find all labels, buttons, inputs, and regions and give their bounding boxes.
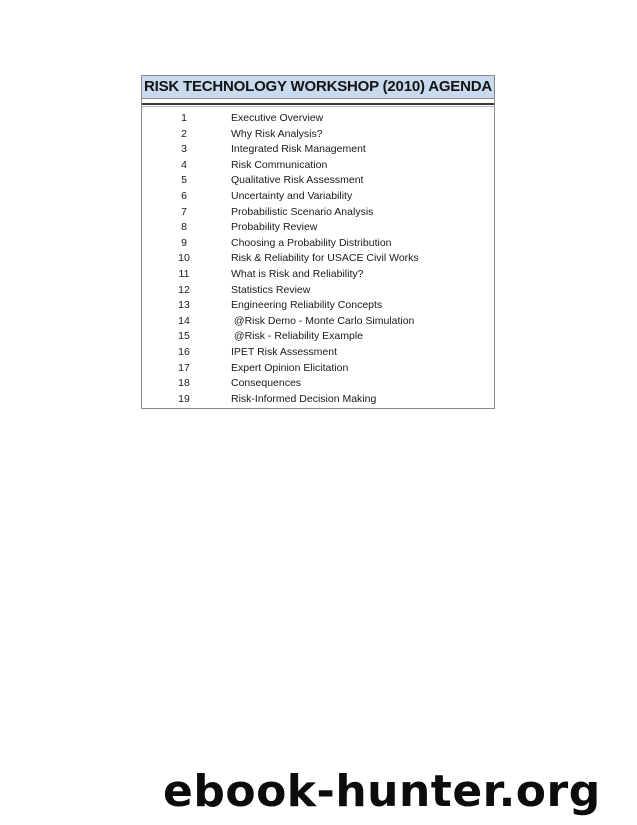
agenda-row	[142, 314, 494, 330]
item-number: 6	[181, 189, 187, 202]
item-topic: Probability Review	[231, 221, 318, 234]
item-number: 17	[178, 361, 190, 374]
item-number: 13	[178, 299, 190, 312]
header-divider	[142, 103, 494, 105]
item-number: 12	[178, 283, 190, 296]
agenda-row	[142, 173, 494, 189]
agenda-rows	[142, 107, 494, 408]
item-number: 10	[178, 252, 190, 265]
item-number: 3	[181, 143, 187, 156]
item-number: 16	[178, 345, 190, 358]
item-topic: Expert Opinion Elicitation	[231, 361, 349, 374]
item-topic: Risk & Reliability for USACE Civil Works	[231, 252, 419, 265]
item-number: 8	[181, 221, 187, 234]
item-number: 4	[181, 158, 187, 171]
item-topic: @Risk Demo - Monte Carlo Simulation	[231, 314, 415, 327]
item-topic: Qualitative Risk Assessment	[231, 174, 364, 187]
item-number: 19	[178, 392, 190, 405]
agenda-row	[142, 361, 494, 377]
item-topic: Why Risk Analysis?	[231, 127, 323, 140]
agenda-row	[142, 251, 494, 267]
item-topic: Uncertainty and Variability	[231, 189, 353, 202]
agenda-row	[142, 205, 494, 221]
watermark-text: ebook-hunter.org	[163, 766, 601, 817]
agenda-row	[142, 236, 494, 252]
item-topic: Integrated Risk Management	[231, 143, 366, 156]
item-topic: Probabilistic Scenario Analysis	[231, 205, 374, 218]
item-number: 1	[181, 112, 187, 124]
item-number: 2	[181, 127, 187, 140]
item-topic: Statistics Review	[231, 283, 311, 296]
item-number: 9	[181, 236, 187, 249]
item-topic: IPET Risk Assessment	[231, 345, 338, 358]
item-topic: Choosing a Probability Distribution	[231, 236, 392, 249]
item-number: 11	[178, 267, 190, 280]
item-topic: @Risk - Reliability Example	[231, 330, 364, 343]
agenda-row	[142, 392, 494, 408]
agenda-row	[142, 298, 494, 314]
agenda-row	[142, 220, 494, 236]
item-number: 15	[178, 330, 190, 343]
agenda-row	[142, 127, 494, 143]
agenda-row	[142, 267, 494, 283]
agenda-row	[142, 283, 494, 299]
item-number: 18	[178, 377, 190, 390]
item-topic: Consequences	[231, 377, 302, 390]
agenda-row	[142, 111, 494, 127]
agenda-title: RISK TECHNOLOGY WORKSHOP (2010) AGENDA	[142, 76, 494, 99]
item-number: 14	[178, 314, 190, 327]
agenda-row	[142, 345, 494, 361]
agenda-row	[142, 376, 494, 392]
item-topic: What is Risk and Reliability?	[231, 267, 364, 280]
item-topic: Engineering Reliability Concepts	[231, 299, 383, 312]
agenda-row	[142, 329, 494, 345]
item-number: 5	[181, 174, 187, 187]
agenda-row	[142, 142, 494, 158]
item-number: 7	[181, 205, 187, 218]
item-topic: Risk-Informed Decision Making	[231, 392, 377, 405]
agenda-row	[142, 189, 494, 205]
item-topic: Risk Communication	[231, 158, 328, 171]
agenda-table	[141, 75, 495, 409]
agenda-row	[142, 158, 494, 174]
item-topic: Executive Overview	[231, 112, 324, 124]
